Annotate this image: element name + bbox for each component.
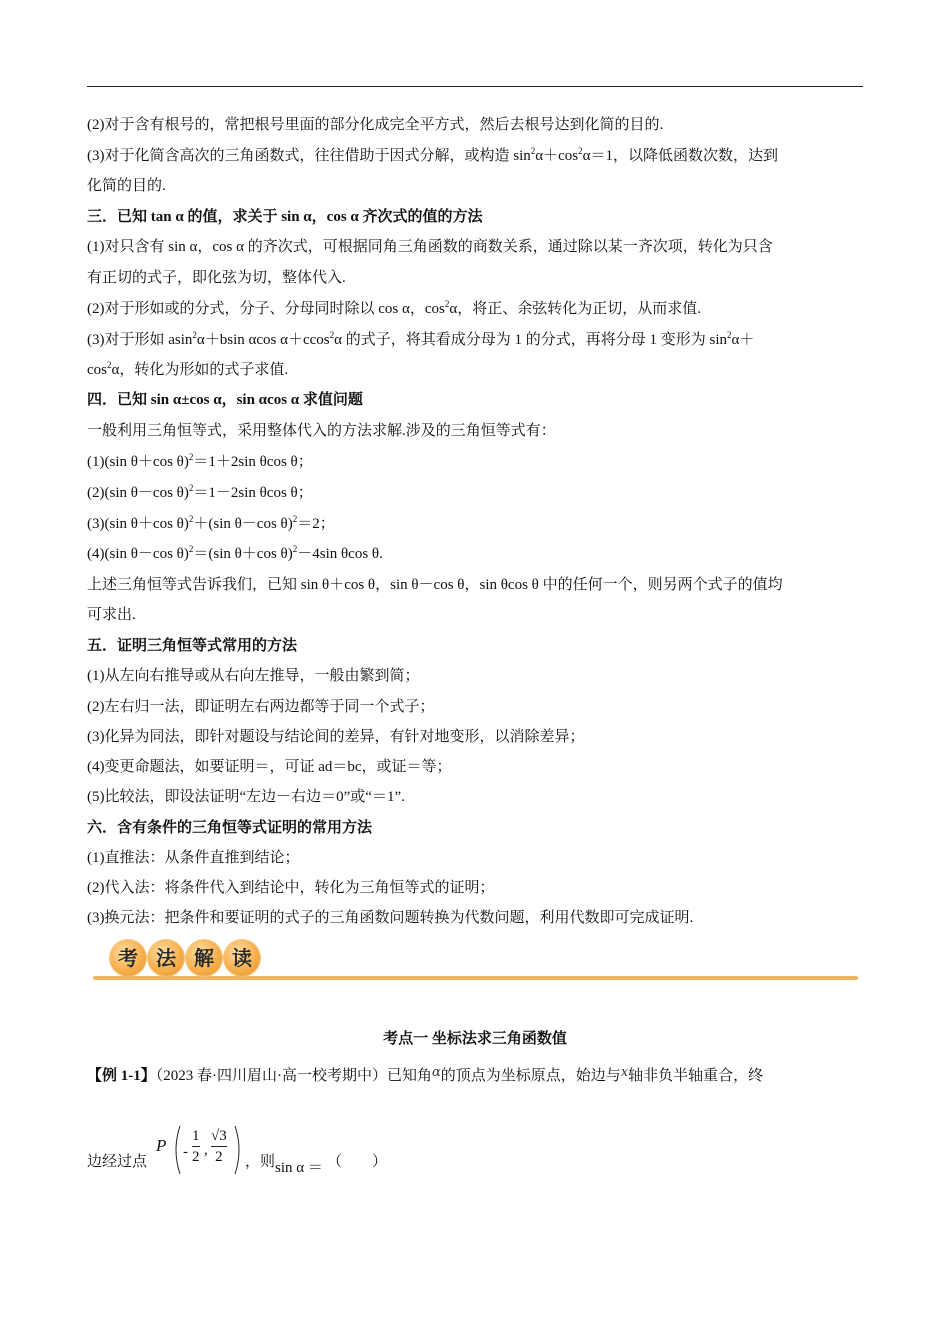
text-line: 化简的目的. — [87, 178, 166, 194]
section-heading: 三．已知 tan α 的值，求关于 sin α，cos α 齐次式的值的方法 — [87, 209, 483, 225]
text-line: (5)比较法，即设法证明“左边－右边＝0”或“＝1”. — [87, 789, 405, 805]
text-line: (2)代入法：将条件代入到结论中，转化为三角恒等式的证明； — [87, 880, 495, 896]
text-line: (3)化异为同法，即针对题设与结论间的差异，有针对地变形，以消除差异； — [87, 729, 585, 745]
banner-char: 解 — [186, 940, 222, 976]
text-line: 一般利用三角恒等式，采用整体代入的方法求解.涉及的三角恒等式有： — [87, 423, 556, 439]
example-line-1: 【例 1-1】（2023 春·四川眉山·高一校考期中）已知角α的顶点为坐标原点，始边与x轴非负半轴重合，终 — [87, 1065, 764, 1084]
text-line: (3)对于化简含高次的三角函数式，往往借助于因式分解，或构造 $\sin^2\alpha+\cos^2\alpha=1$，以降低函数次数，达到 — [87, 146, 778, 164]
section-heading: 五．证明三角恒等式常用的方法 — [87, 638, 298, 654]
banner-char: 考 — [110, 940, 146, 976]
kaofa-jiedu-banner — [93, 938, 858, 983]
text-line: (2)对于形如或的分式，分子、分母同时除以 cos α，$\cos^2\alpha$，将正、余弦转化为正切，从而求值. — [87, 299, 701, 317]
text-line: (3)(sin θ＋cos θ)$^2$＋(sin θ－cos θ)$^2$＝2； — [87, 514, 335, 532]
answer-blank: （ ） — [327, 1154, 388, 1170]
example-source: （2023 春·四川眉山·高一校考期中） — [155, 1068, 387, 1084]
text-line: 上述三角恒等式告诉我们，已知 sin θ＋cos θ，sin θ－cos θ，sin θcos θ 中的任何一个，则另两个式子的值均 — [87, 577, 783, 593]
text-line: (2)对于含有根号的，常把根号里面的部分化成完全平方式，然后去根号达到化简的目的. — [87, 117, 664, 133]
fraction-half: $\frac{1}{2}$ — [192, 1128, 200, 1165]
text-line: (3)对于形如 asin$^2$α＋bsin αcos α＋ccos$^2$α 的式子，将其看成分母为 1 的分式，再将分母 1 变形为 $\sin^2\alpha+$ — [87, 330, 755, 348]
text-line: (4)(sin θ－cos θ)$^2$＝(sin θ＋cos θ)$^2$－4sin θcos θ. — [87, 544, 383, 562]
right-paren — [233, 1124, 245, 1176]
text-line: (1)直推法：从条件直推到结论； — [87, 850, 300, 866]
left-paren — [170, 1124, 182, 1176]
section-heading: 六．含有条件的三角恒等式证明的常用方法 — [87, 820, 373, 836]
text-line: (2)左右归一法，即证明左右两边都等于同一个式子； — [87, 699, 435, 715]
text-line: (3)换元法：把条件和要证明的式子的三角函数问题转换为代数问题，利用代数即可完成证明. — [87, 910, 694, 926]
text-line: 有正切的式子，即化弦为切，整体代入. — [87, 270, 346, 286]
fraction-sqrt3-half: $\frac{√3}{2}$ — [211, 1128, 227, 1165]
banner-char: 读 — [224, 940, 260, 976]
text-line: (1)对只含有 sin α，cos α 的齐次式，可根据同角三角函数的商数关系，通过除以某一齐次项，转化为只含 — [87, 239, 773, 255]
text-line: (1)(sin θ＋cos θ)$^2$＝1＋2sin θcos θ； — [87, 452, 313, 470]
text-line: (2)(sin θ－cos θ)$^2$＝1－2sin θcos θ； — [87, 483, 313, 501]
text-line: $\cos^2\alpha$，转化为形如的式子求值. — [87, 360, 289, 378]
section-heading: 四．已知 sin α±cos α，sin αcos α 求值问题 — [87, 392, 363, 408]
banner-char: 法 — [148, 940, 184, 976]
example-line-2: 边经过点 P - $\frac{1}{2}$ , $\frac{√3}{2}$ ，则 sin α ＝ （ ） — [87, 1120, 587, 1180]
example-tag: 【例 1-1】 — [87, 1068, 156, 1084]
section-title: 考点一 坐标法求三角函数值 — [383, 1031, 567, 1047]
sin-alpha: sin α ＝ — [275, 1160, 323, 1176]
text-line: (4)变更命题法，如要证明＝，可证 ad＝bc，或证＝等； — [87, 759, 452, 775]
banner-underline — [93, 976, 858, 980]
point-label: P — [156, 1136, 167, 1155]
text-line: 可求出. — [87, 607, 136, 623]
text-line: (1)从左向右推导或从右向左推导，一般由繁到简； — [87, 668, 420, 684]
header-rule — [87, 86, 863, 87]
